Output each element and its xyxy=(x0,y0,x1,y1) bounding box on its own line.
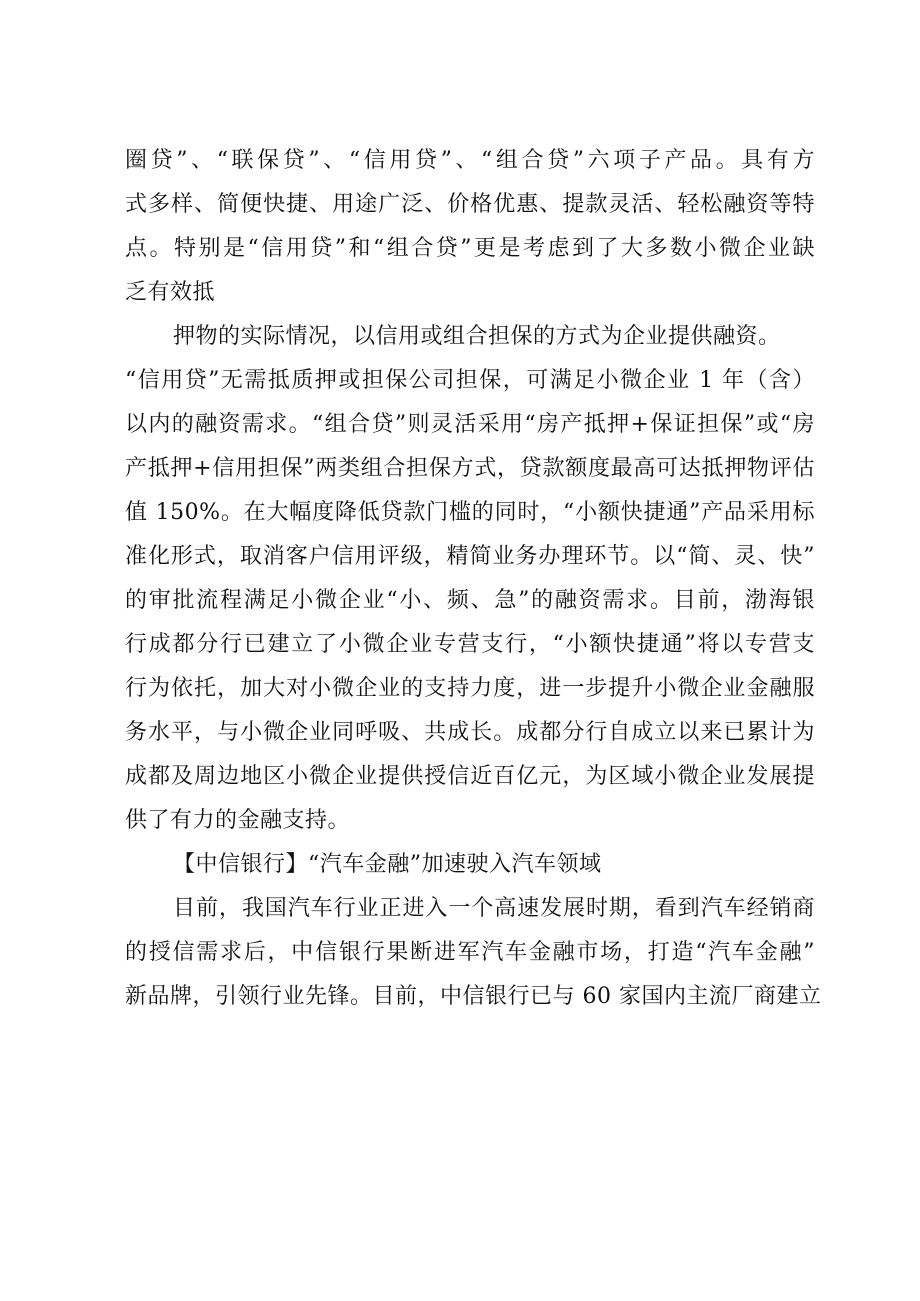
text-line: 以内的融资需求。“组合贷”则灵活采用“房产抵押+保证担保”或“房 xyxy=(125,412,815,437)
document-page xyxy=(125,139,822,1019)
text-line: 圈贷”、“联保贷”、“信用贷”、“组合贷”六项子产品。具有方 xyxy=(125,148,815,173)
heading-title: “汽车金融”加速驶入汽车领域 xyxy=(308,852,602,877)
text-line: 的审批流程满足小微企业“小、频、急”的融资需求。目前，渤海银 xyxy=(125,588,815,613)
text-line: 行成都分行已建立了小微企业专营支行，“小额快捷通”将以专营支 xyxy=(125,632,815,657)
text-line: 式多样、简便快捷、用途广泛、价格优惠、提款灵活、轻松融资等特 xyxy=(125,192,815,217)
text-line: “信用贷”无需抵质押或担保公司担保，可满足小微企业 1 年（含） xyxy=(125,368,815,393)
text-line: 务水平，与小微企业同呼吸、共成长。成都分行自成立以来已累计为 xyxy=(125,720,815,745)
text-line: 供了有力的金融支持。 xyxy=(125,808,351,833)
text-line: 目前，我国汽车行业正进入一个高速发展时期，看到汽车经销商 xyxy=(173,896,815,921)
text-line: 行为依托，加大对小微企业的支持力度，进一步提升小微企业金融服 xyxy=(125,676,815,701)
paragraph-3 xyxy=(125,887,822,1019)
heading-bank-label: 【中信银行】 xyxy=(173,852,309,877)
text-line: 的授信需求后，中信银行果断进军汽车金融市场，打造“汽车金融” xyxy=(125,940,815,965)
text-line: 点。特别是“信用贷”和“组合贷”更是考虑到了大多数小微企业缺 xyxy=(125,236,815,261)
paragraph-1 xyxy=(125,139,815,315)
section-heading xyxy=(125,843,815,887)
text-line: 准化形式，取消客户信用评级，精简业务办理环节。以“简、灵、快” xyxy=(125,544,815,569)
text-line: 乏有效抵 xyxy=(125,280,216,305)
paragraph-2 xyxy=(125,315,815,843)
text-line: 新品牌，引领行业先锋。目前，中信银行已与 60 家国内主流厂商建立 xyxy=(125,984,822,1009)
text-line: 押物的实际情况，以信用或组合担保的方式为企业提供融资。 xyxy=(173,324,781,349)
text-line: 产抵押+信用担保”两类组合担保方式，贷款额度最高可达抵押物评估 xyxy=(125,456,815,481)
text-line: 成都及周边地区小微企业提供授信近百亿元，为区域小微企业发展提 xyxy=(125,764,815,789)
text-line: 值 150%。在大幅度降低贷款门槛的同时，“小额快捷通”产品采用标 xyxy=(125,500,815,525)
